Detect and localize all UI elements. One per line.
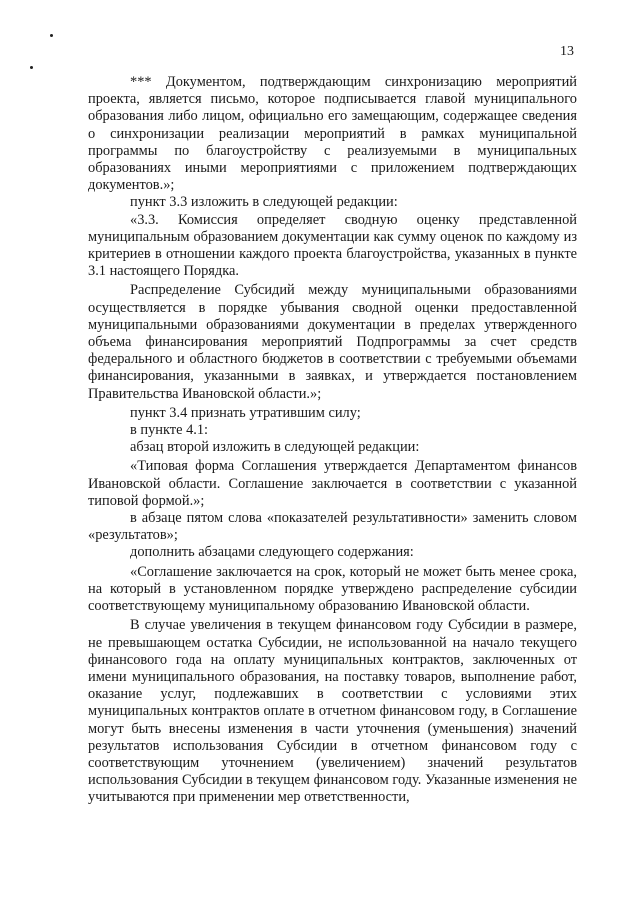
paragraph: в абзаце пятом слова «показателей результативности» заменить словом «результатов»;	[88, 510, 577, 544]
paragraph: «Соглашение заключается на срок, который не может быть менее срока, на который в установленном порядке утверждено распределение субсидии соответствующему муниципальному образованию Ивановской области.	[88, 563, 577, 615]
paragraph: пункт 3.4 признать утратившим силу;	[130, 404, 361, 421]
scan-dot	[30, 66, 33, 69]
paragraph: «3.3. Комиссия определяет сводную оценку представленной муниципальным образованием документации как сумму оценок по каждому из критериев в отношении каждого проекта благоустройства, указанных в пункте 3.1 настоящего Порядка.	[88, 211, 577, 280]
scan-dot	[50, 34, 53, 37]
page-number: 13	[560, 44, 574, 59]
paragraph: в пункте 4.1:	[130, 422, 209, 439]
paragraph: *** Документом, подтверждающим синхронизацию мероприятий проекта, является письмо, которое подписывается главой муниципального образования либо лицом, официально его замещающим, содержащее сведения о синхронизации реализации мероприятий в рамках муниципальной программы по благоустройству с реализуемыми в муниципальных образованиях иными мероприятиями с приложением подтверждающих документов.»;	[88, 74, 577, 194]
paragraph: Распределение Субсидий между муниципальными образованиями осуществляется в порядке убывания сводной оценки предоставленной муниципальными образованиями документации в пределах утвержденного объема финансирования мероприятий Подпрограммы за счет средств федерального и областного бюджетов в соответствии с требуемыми объемами финансирования, указанными в заявках, и утверждается постановлением Правительства Ивановской области.»;	[88, 282, 577, 402]
paragraph: пункт 3.3 изложить в следующей редакции:	[130, 194, 398, 211]
paragraph: абзац второй изложить в следующей редакции:	[130, 439, 420, 456]
document-body	[88, 74, 577, 807]
paragraph: В случае увеличения в текущем финансовом году Субсидии в размере, не превышающем остатка Субсидии, не использованной на начало текущего финансового года на оплату муниципальных контрактов, заключенных от имени муниципального образования, на поставку товаров, выполнение работ, оказание услуг, подлежавших в соответствии с условиями этих муниципальных контрактов оплате в отчетном финансовом году, в Соглашение могут быть внесены изменения в части уточнения (уменьшения) значений результатов использования Субсидии в отчетном финансовом году с соответствующим уточнением (увеличением) значений результатов использования Субсидии в текущем финансовом году. Указанные изменения не учитываются при применении мер ответственности,	[88, 617, 577, 806]
paragraph: дополнить абзацами следующего содержания:	[130, 544, 414, 561]
paragraph: «Типовая форма Соглашения утверждается Департаментом финансов Ивановской области. Соглашение заключается в соответствии с указанной типовой формой.»;	[88, 458, 577, 509]
